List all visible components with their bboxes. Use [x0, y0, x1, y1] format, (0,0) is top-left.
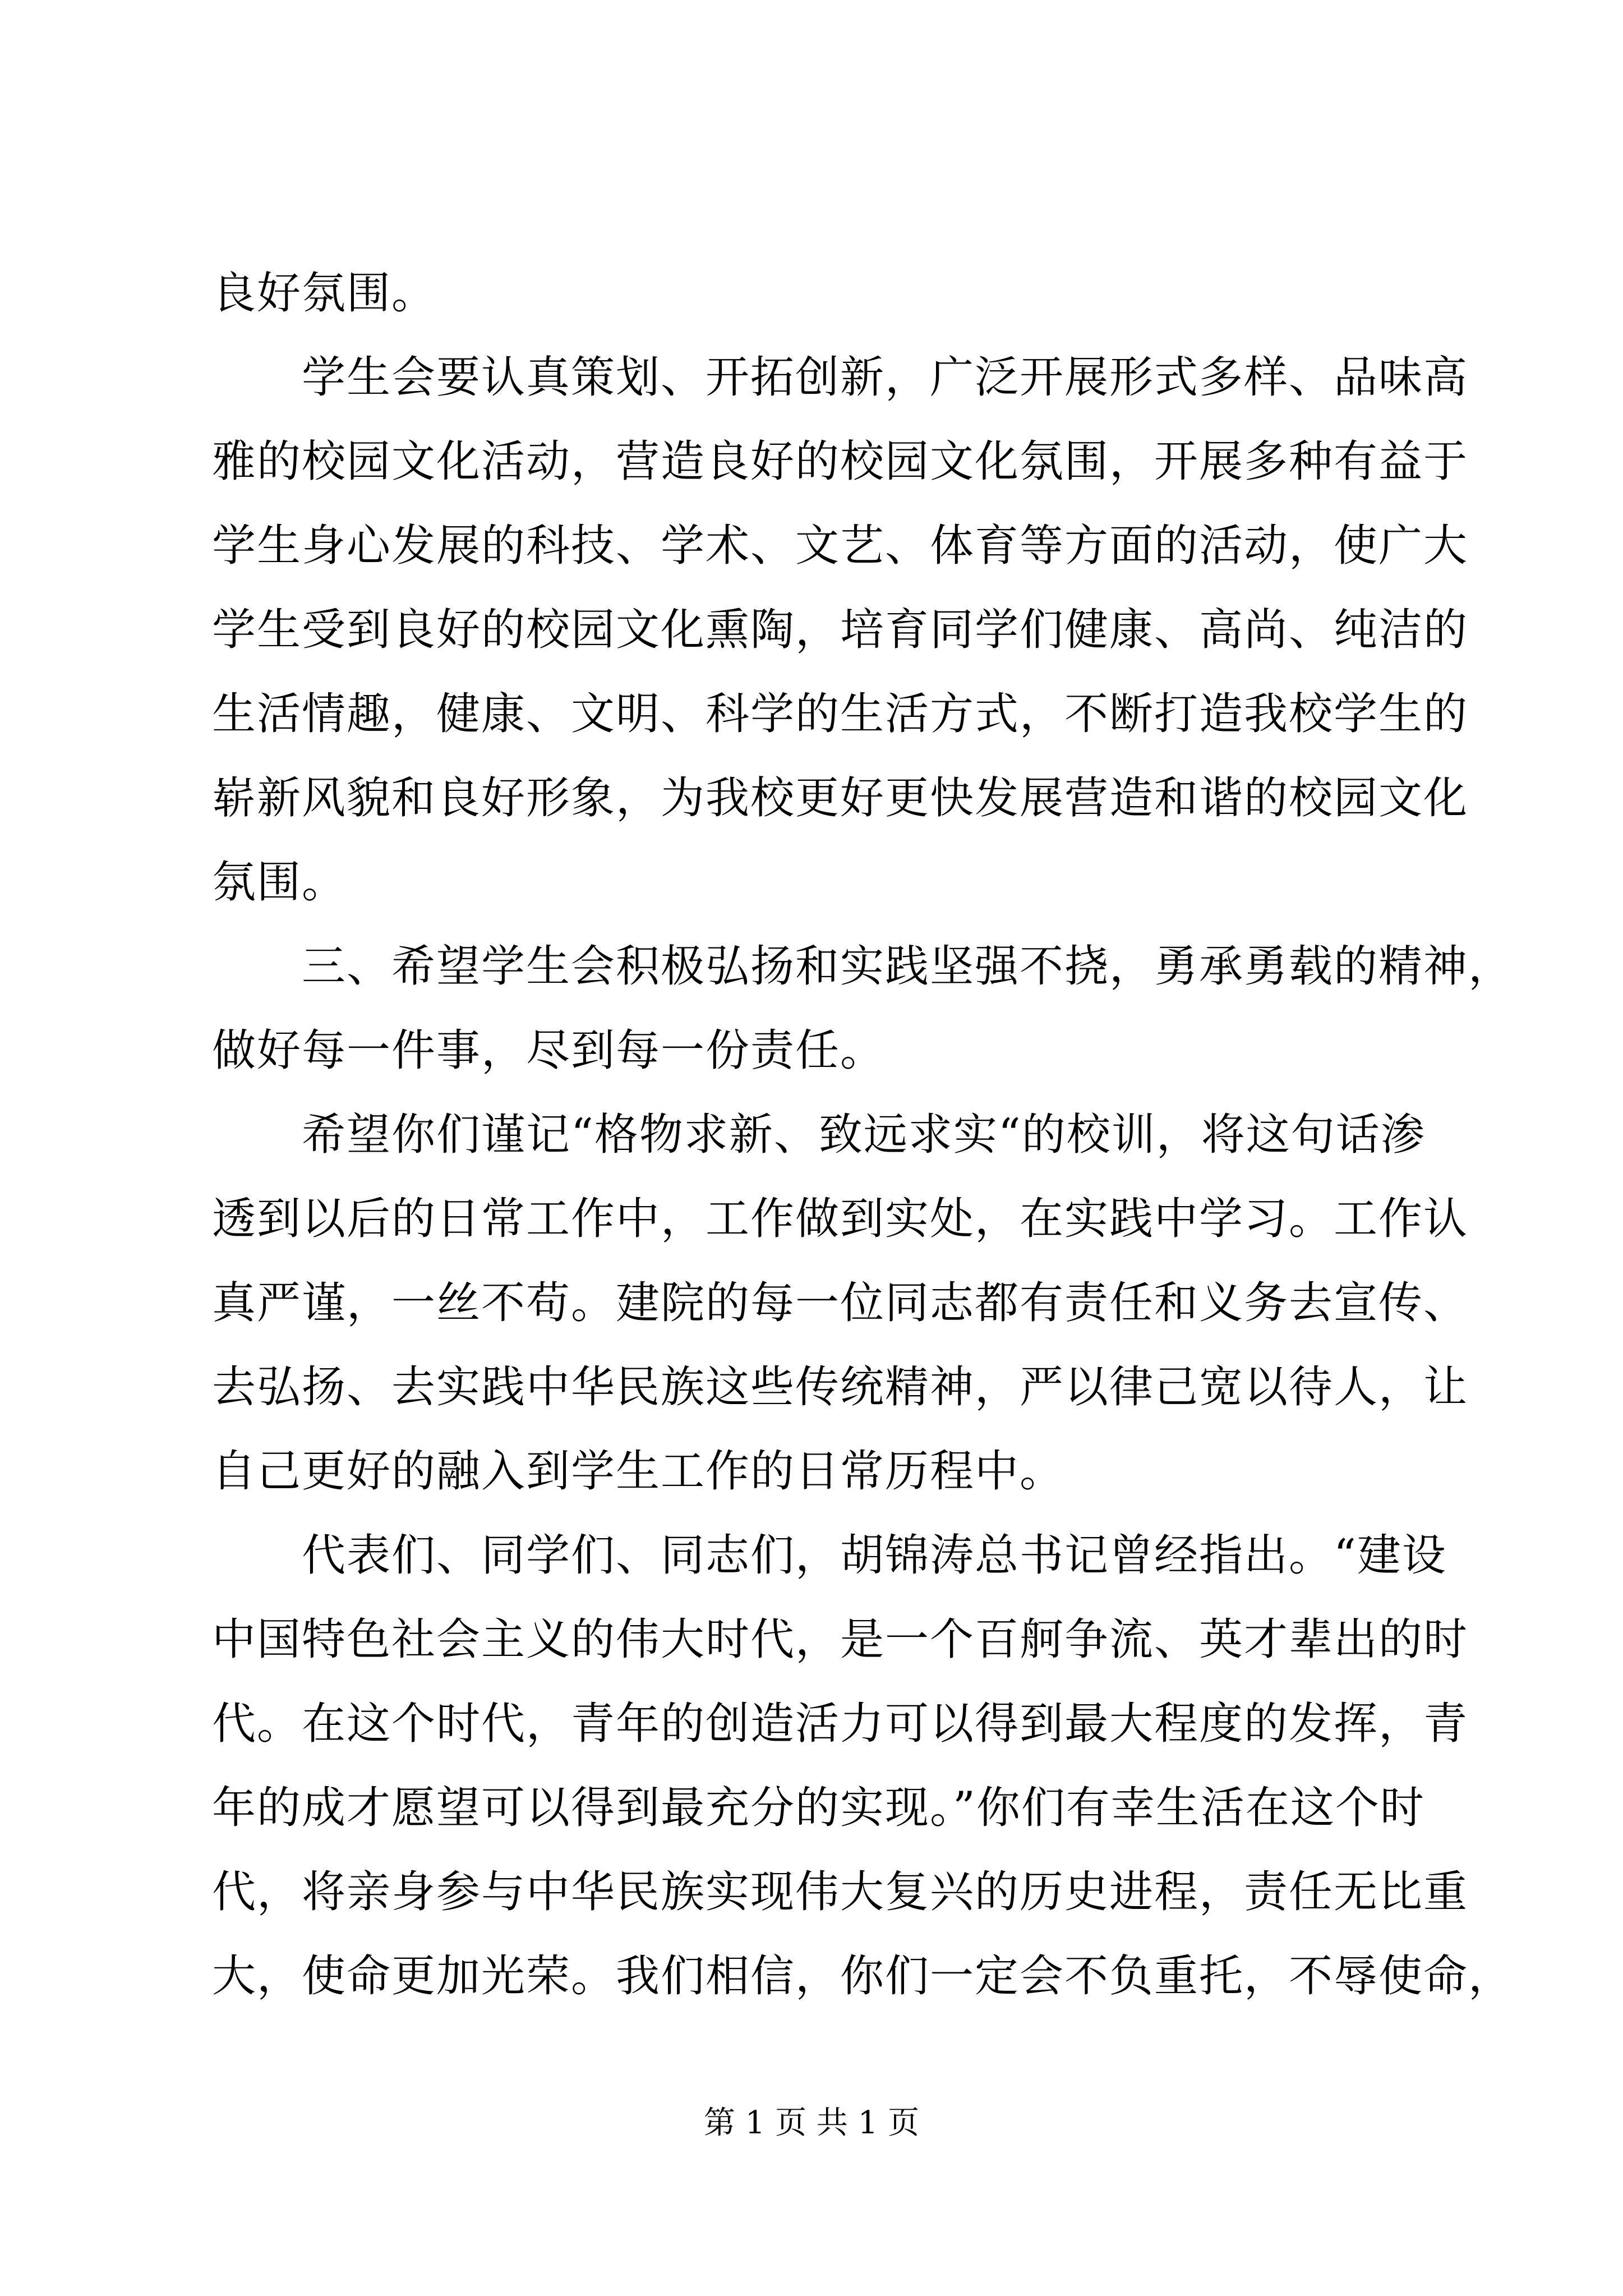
paragraph-line: 良好氛围。: [212, 268, 437, 319]
document-body: [212, 251, 1514, 2018]
paragraph-line: 学生会要认真策划、开拓创新，广泛开展形式多样、品味高: [302, 352, 1469, 403]
paragraph-line: 中国特色社会主义的伟大时代，是一个百舸争流、英才辈出的时: [212, 1614, 1469, 1665]
page-footer: 第 1 页 共 1 页: [703, 2105, 920, 2141]
paragraph-line: 氛围。: [212, 857, 347, 908]
paragraph-line: 三、希望学生会积极弘扬和实践坚强不挠，勇承勇载的精神，: [302, 941, 1514, 992]
paragraph-line: 学生受到良好的校园文化熏陶，培育同学们健康、高尚、纯洁的: [212, 605, 1469, 655]
paragraph-line: 学生身心发展的科技、学术、文艺、体育等方面的活动，使广大: [212, 521, 1469, 571]
paragraph-line: 生活情趣，健康、文明、科学的生活方式，不断打造我校学生的: [212, 689, 1469, 739]
paragraph-line: 年的成才愿望可以得到最充分的实现。”你们有幸生活在这个时: [212, 1783, 1425, 1833]
paragraph-line: 透到以后的日常工作中，工作做到实处，在实践中学习。工作认: [212, 1194, 1469, 1244]
paragraph-line: 做好每一件事，尽到每一份责任。: [212, 1025, 886, 1076]
paragraph-line: 崭新风貌和良好形象，为我校更好更快发展营造和谐的校园文化: [212, 773, 1469, 823]
paragraph-line: 自己更好的融入到学生工作的日常历程中。: [212, 1446, 1065, 1497]
paragraph-line: 雅的校园文化活动，营造良好的校园文化氛围，开展多种有益于: [212, 436, 1469, 487]
paragraph-line: 代表们、同学们、同志们，胡锦涛总书记曾经指出。“建设: [302, 1530, 1447, 1581]
paragraph-line: 代，将亲身参与中华民族实现伟大复兴的历史进程，责任无比重: [212, 1867, 1469, 1917]
paragraph-line: 希望你们谨记“格物求新、致远求实“的校训，将这句话渗: [302, 1110, 1426, 1160]
paragraph-line: 去弘扬、去实践中华民族这些传统精神，严以律己宽以待人，让: [212, 1362, 1469, 1412]
paragraph-line: 代。在这个时代，青年的创造活力可以得到最大程度的发挥，青: [212, 1699, 1469, 1749]
paragraph-line: 真严谨，一丝不苟。建院的每一位同志都有责任和义务去宣传、: [212, 1278, 1469, 1328]
paragraph-line: 大，使命更加光荣。我们相信，你们一定会不负重托，不辱使命，: [212, 1951, 1514, 2001]
